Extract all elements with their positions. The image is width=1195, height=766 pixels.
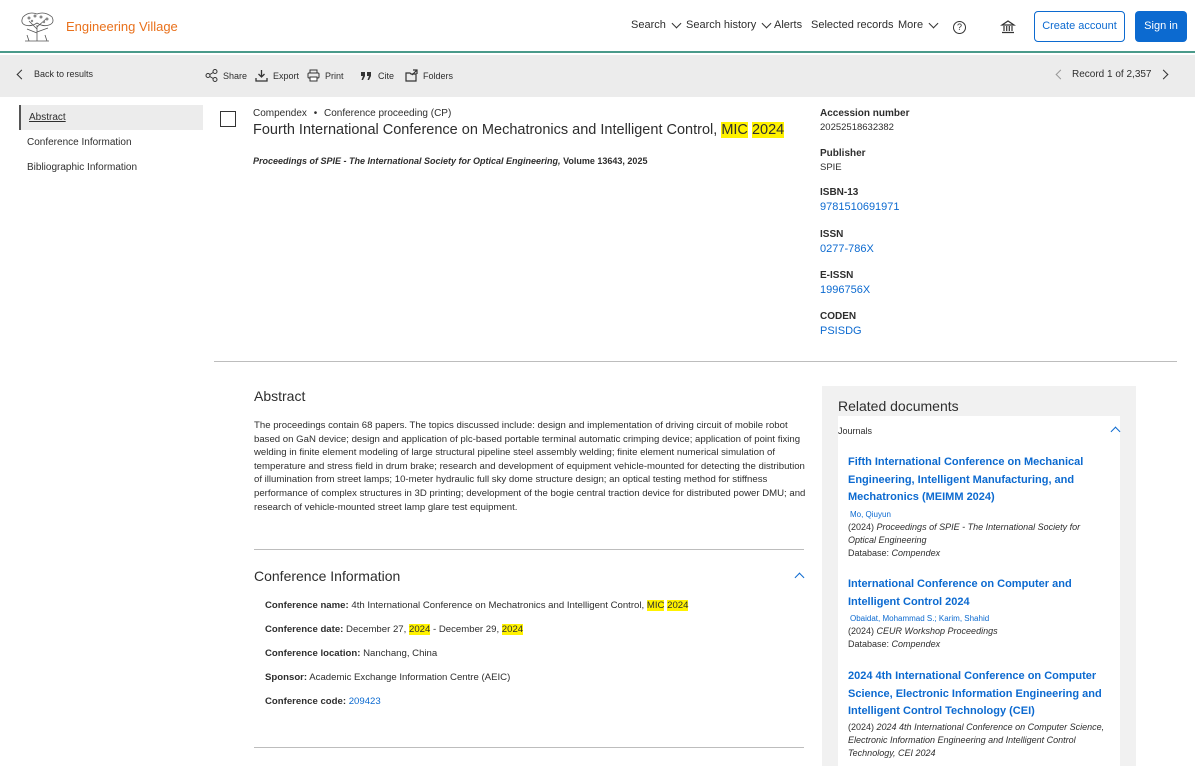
related-document-database — [848, 638, 1110, 651]
database-label: Database: — [848, 547, 890, 558]
back-to-results-label: Back to results — [34, 69, 94, 79]
export-button[interactable] — [255, 69, 299, 82]
coden — [820, 311, 862, 337]
record-navigation — [1057, 69, 1167, 80]
title-highlight-year: 2024 — [751, 122, 785, 138]
print-label: Print — [325, 70, 344, 81]
related-document — [848, 668, 1110, 760]
related-document-journal: 2024 4th International Conference on Computer Science, Electronic Information Engineering and Intelligent Control Technology, CEI 2024 — [848, 721, 1105, 758]
create-account-button[interactable]: Create account — [1034, 11, 1125, 42]
conference-date-highlight-start: 2024 — [408, 624, 431, 635]
coden-link[interactable]: PSISDG — [820, 325, 862, 337]
database-name: Compendex — [253, 108, 307, 119]
print-button[interactable] — [307, 69, 344, 82]
nav-alerts[interactable] — [774, 19, 802, 31]
nav-more[interactable] — [898, 19, 937, 31]
export-label: Export — [273, 70, 300, 81]
related-document-title[interactable]: Fifth International Conference on Mechanical Engineering, Intelligent Manufacturing, and Mechatronics (MEIMM 2024) — [848, 456, 1084, 503]
elsevier-tree-logo[interactable] — [19, 11, 56, 43]
cite-button[interactable] — [360, 69, 394, 82]
institution-icon[interactable] — [1001, 20, 1015, 34]
nav-search-label: Search — [631, 19, 666, 31]
database-value: Compendex — [891, 639, 941, 649]
related-documents-panel — [822, 386, 1136, 766]
record-toolbar — [0, 55, 1195, 97]
publisher — [820, 148, 866, 173]
folders-button[interactable] — [405, 69, 453, 82]
related-document-title[interactable]: 2024 4th International Conference on Computer Science, Electronic Information Engineering and Intelligent Control Technology (CEI) — [848, 670, 1102, 717]
conference-name-highlight-mic: MIC — [646, 600, 665, 611]
meta-bullet: • — [313, 108, 318, 119]
nav-alerts-label: Alerts — [774, 19, 803, 31]
related-document-database — [848, 547, 1110, 560]
share-label: Share — [223, 70, 248, 81]
folders-label: Folders — [423, 70, 454, 81]
accession-label: Accession number — [820, 108, 910, 119]
related-document-year: (2024) — [848, 626, 875, 636]
nav-search[interactable] — [631, 19, 680, 31]
record-meta — [253, 108, 451, 119]
page-title — [253, 122, 784, 138]
title-highlight-mic: MIC — [721, 122, 748, 138]
related-document-journal: CEUR Workshop Proceedings — [876, 626, 998, 636]
conference-date-start: December 27, — [346, 624, 407, 635]
accession-value: 20252518632382 — [820, 122, 894, 133]
accession-number — [820, 108, 909, 133]
sidebar-item-bibliographic-information[interactable]: Bibliographic Information — [27, 162, 138, 173]
back-to-results-link[interactable] — [18, 69, 93, 79]
conference-location — [265, 648, 437, 659]
conference-heading: Conference Information — [254, 568, 401, 584]
nav-selected-records-label: Selected records — [811, 19, 894, 31]
eissn — [820, 270, 870, 296]
chevron-up-icon[interactable] — [1111, 427, 1121, 437]
brand-name[interactable]: Engineering Village — [66, 19, 178, 34]
coden-label: CODEN — [820, 311, 857, 322]
cite-label: Cite — [378, 70, 395, 81]
related-document-source — [848, 521, 1110, 547]
document-type: Conference proceeding (CP) — [324, 108, 452, 119]
conference-date-label: Conference date: — [265, 624, 344, 635]
source-volume: Volume 13643, 2025 — [560, 156, 648, 166]
eissn-link[interactable]: 1996756X — [820, 284, 871, 296]
nav-selected-records[interactable] — [811, 19, 894, 31]
issn-link[interactable]: 0277-786X — [820, 243, 874, 255]
source-title: Proceedings of SPIE - The International Society for Optical Engineering, — [253, 156, 561, 166]
conference-location-label: Conference location: — [265, 648, 361, 659]
conference-code-label: Conference code: — [265, 696, 347, 707]
conference-name-value: 4th International Conference on Mechatronics and Intelligent Control, — [351, 600, 645, 611]
nav-more-label: More — [898, 19, 924, 31]
download-icon — [255, 69, 268, 82]
chevron-down-icon — [929, 18, 939, 28]
conference-sponsor — [265, 672, 510, 683]
conference-location-value: Nanchang, China — [363, 648, 438, 659]
sign-in-button[interactable]: Sign in — [1135, 11, 1187, 42]
nav-search-history[interactable] — [686, 19, 770, 31]
sidebar-item-abstract[interactable]: Abstract — [19, 105, 203, 130]
related-document-source — [848, 721, 1110, 760]
isbn — [820, 187, 900, 213]
abstract-text: The proceedings contain 68 papers. The topics discussed include: design and implementation of driving circuit of mobile robot based on GaN device; design and application of plc-based portable terminal automatic crimping device; application of point fixing welding in finite element modeling of large structural pipeline steel assembly welding; finite element numerical simulation of temperature and stress field in drum brake; research and development of equipment vehicle-mounted for detecting the distribution of illumination from street lamps; 10-meter hydraulic full sky dome structure design; an optical testing method for stiffness performance of complex structures in 3D printing; development of the bogie central traction device for distributed power DMU; and research of vehicle-mounted street lamp glare test equipment. — [254, 420, 806, 513]
related-document-source — [848, 625, 1110, 638]
quote-icon — [360, 69, 373, 82]
related-document-journal: Proceedings of SPIE - The International Society for Optical Engineering — [848, 521, 1081, 545]
issn-label: ISSN — [820, 229, 844, 240]
conference-name-label: Conference name: — [265, 600, 349, 611]
folder-add-icon — [405, 69, 418, 82]
related-documents-list — [838, 416, 1120, 766]
conference-date-end: - December 29, — [430, 624, 500, 635]
share-button[interactable] — [205, 69, 247, 82]
related-document-year: (2024) — [848, 521, 875, 532]
journals-label: Journals — [838, 426, 873, 436]
share-icon — [205, 69, 218, 82]
conference-code-link[interactable]: 209423 — [348, 696, 381, 707]
related-document-authors[interactable]: Obaidat, Mohammad S.; Karim, Shahid — [850, 614, 990, 623]
related-documents-heading: Related documents — [838, 398, 959, 414]
record-position: Record 1 of 2,357 — [1072, 69, 1152, 80]
source-citation — [253, 156, 647, 166]
next-record-icon[interactable] — [1158, 70, 1168, 80]
conference-code — [265, 696, 381, 707]
select-record-checkbox[interactable] — [220, 111, 236, 127]
chevron-down-icon — [762, 18, 772, 28]
chevron-left-icon — [17, 69, 27, 79]
database-value: Compendex — [891, 547, 941, 558]
conference-name — [265, 600, 688, 611]
section-divider — [254, 747, 804, 748]
section-divider — [214, 361, 1177, 362]
previous-record-icon[interactable] — [1056, 70, 1066, 80]
abstract-heading: Abstract — [254, 388, 306, 404]
issn — [820, 229, 874, 255]
conference-name-highlight-year: 2024 — [667, 600, 689, 611]
print-icon — [307, 69, 320, 82]
isbn-label: ISBN-13 — [820, 187, 859, 198]
publisher-value: SPIE — [820, 162, 842, 173]
database-label: Database: — [848, 639, 890, 649]
chevron-up-icon[interactable] — [795, 573, 805, 583]
title-text: Fourth International Conference on Mechatronics and Intelligent Control, — [253, 122, 718, 138]
related-document-authors[interactable]: Mo, Qiuyun — [850, 509, 891, 519]
isbn-link[interactable]: 9781510691971 — [820, 201, 900, 213]
conference-sponsor-label: Sponsor: — [265, 672, 308, 683]
help-icon[interactable]: ? — [953, 21, 966, 34]
conference-date — [265, 624, 523, 635]
publisher-label: Publisher — [820, 148, 866, 159]
eissn-label: E-ISSN — [820, 270, 854, 281]
nav-search-history-label: Search history — [686, 19, 757, 31]
top-header — [0, 0, 1195, 53]
related-document — [848, 454, 1110, 560]
section-divider — [254, 549, 804, 550]
related-document-title[interactable]: International Conference on Computer and Intelligent Control 2024 — [848, 578, 1072, 608]
conference-date-highlight-end: 2024 — [501, 624, 524, 635]
conference-sponsor-value: Academic Exchange Information Centre (AEIC) — [309, 672, 511, 683]
related-document — [848, 576, 1110, 651]
related-document-year: (2024) — [848, 721, 875, 732]
sidebar-item-conference-information[interactable]: Conference Information — [27, 137, 132, 148]
chevron-down-icon — [671, 18, 681, 28]
